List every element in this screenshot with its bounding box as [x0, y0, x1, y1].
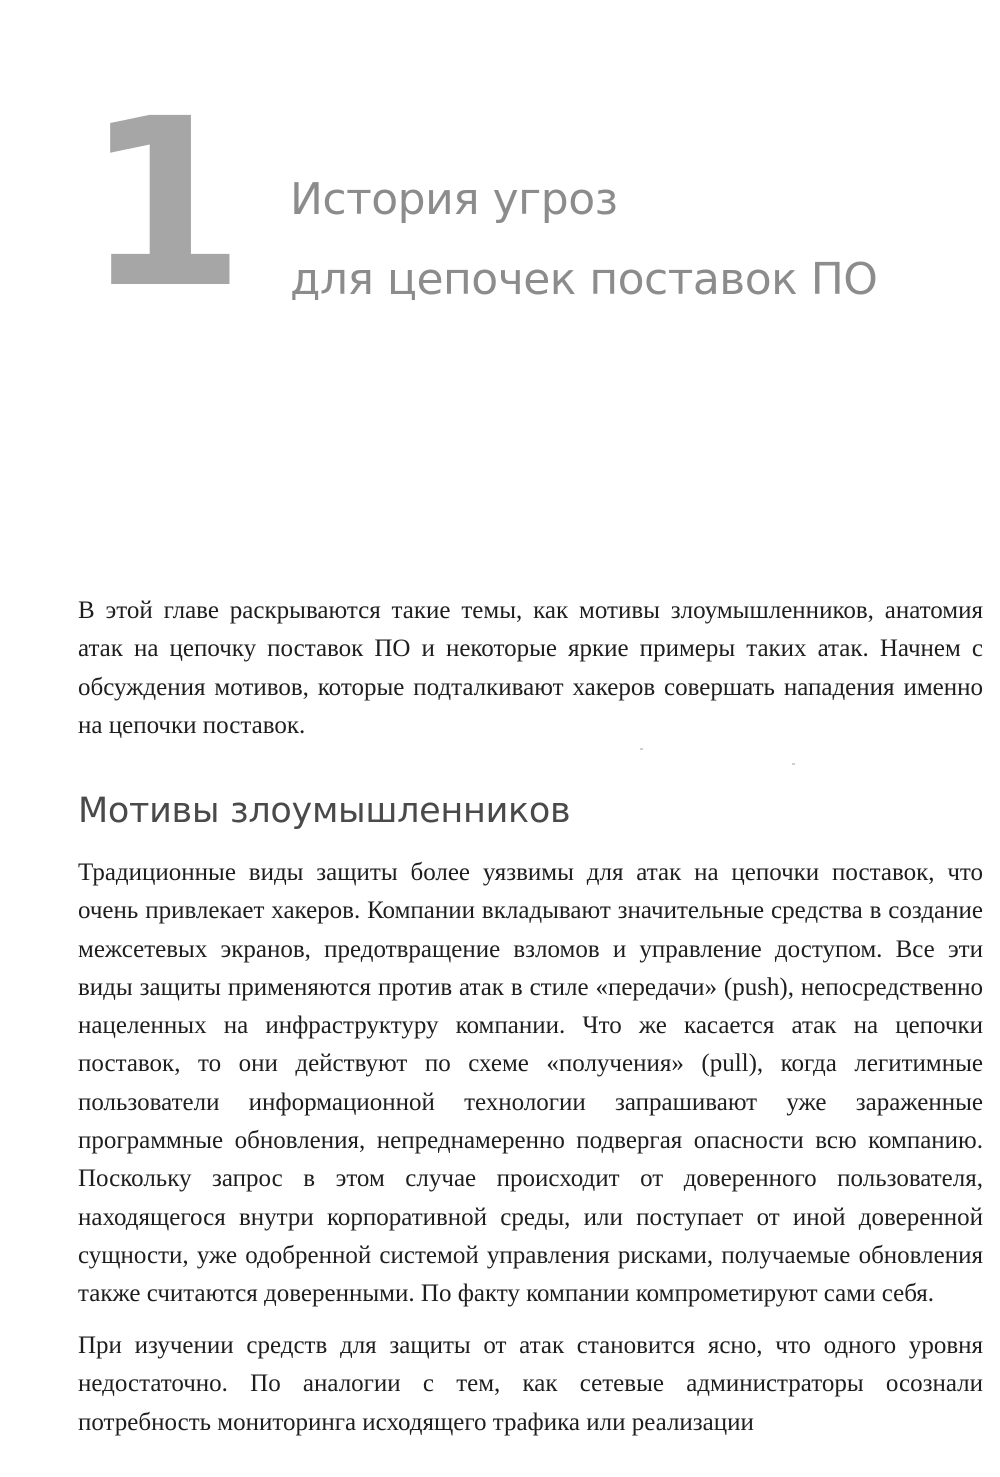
chapter-title-line-1: История угроз: [290, 174, 618, 225]
section-heading: Мотивы злоумышленников: [78, 791, 571, 831]
intro-paragraph: В этой главе раскрываются такие темы, как мотивы злоумышленников, анатомия атак на цепочку поставок ПО и некоторые яркие примеры таких атак. Начнем с обсуждения мотивов, которые подталкивают хакеров совершать нападения именно на цепочки поставок.: [78, 597, 983, 739]
speck: [792, 763, 795, 765]
chapter-number: 1: [84, 69, 246, 339]
body-paragraph: При изучении средств для защиты от атак становится ясно, что одного уровня недостаточно. По аналогии с тем, как сетевые администраторы осознали потребность мониторинга исходящего трафика или реализации: [78, 1332, 983, 1436]
chapter-title: [290, 160, 877, 320]
chapter-title-line-2: для цепочек поставок ПО: [290, 254, 878, 305]
speck: [640, 748, 643, 750]
body-paragraph: Традиционные виды защиты более уязвимы для атак на цепочки поставок, что очень привлекает хакеров. Компании вкладывают значительные средства в создание межсетевых экранов, предотвращение взломов и управление доступом. Все эти виды защиты применяются против атак в стиле «передачи» (push), непосредственно нацеленных на инфраструктуру компании. Что же касается атак на цепочки поставок, то они действуют по схеме «получения» (pull), когда легитимные пользователи информационной технологии запрашивают уже зараженные программные обновления, непреднамеренно подвергая опасности всю компанию. Поскольку запрос в этом случае происходит от доверенного пользователя, находящегося внутри корпоративной среды, или поступает от иной доверенной сущности, уже одобренной системой управления рисками, получаемые обновления также считаются доверенными. По факту компании компрометируют сами себя.: [78, 859, 983, 1308]
